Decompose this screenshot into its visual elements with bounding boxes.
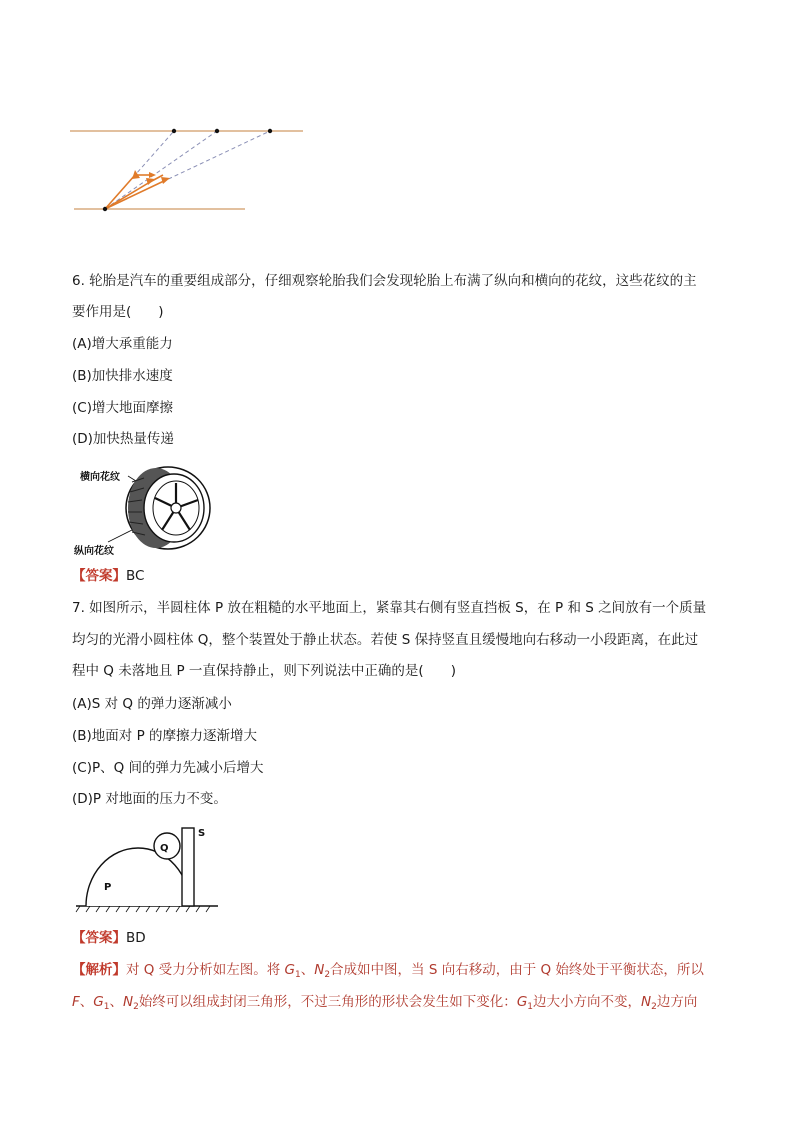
separator: 、 — [109, 994, 123, 1010]
explain-tag: 【解析】 — [72, 962, 126, 978]
answer-tag: 【答案】 — [72, 568, 126, 584]
q7-explain-line2 — [72, 992, 697, 1017]
label-p: P — [104, 882, 112, 893]
vector-diagram — [60, 118, 320, 218]
q7-explain-line1 — [72, 960, 704, 985]
q6-option-c: (C)增大地面摩擦 — [72, 400, 173, 416]
explain-text: 合成如中图，当 S 向右移动，由于 Q 始终处于平衡状态，所以 — [330, 962, 704, 978]
subscript: 1 — [527, 1002, 534, 1012]
separator: 、 — [79, 994, 94, 1010]
q6-option-b: (B)加快排水速度 — [72, 368, 173, 384]
tire-figure — [70, 462, 220, 562]
q7-option-c: (C)P、Q 间的弹力先减小后增大 — [72, 760, 264, 776]
q6-stem-line2: 要作用是( ) — [72, 304, 164, 320]
explain-text: 对 Q 受力分析如左图。将 — [126, 962, 285, 978]
symbol-g: G — [516, 994, 528, 1010]
q7-option-d: (D)P 对地面的压力不变。 — [72, 791, 227, 807]
tire-label-transverse: 横向花纹 — [80, 472, 120, 483]
q7-stem-line2: 均匀的光滑小圆柱体 Q，整个装置处于静止状态。若使 S 保持竖直且缓慢地向右移动一小段距离，在此过 — [72, 632, 699, 648]
explain-text: 始终可以组成封闭三角形，不过三角形的形状会发生如下变化： — [138, 994, 517, 1010]
q6-answer-value: BC — [126, 568, 145, 584]
tire-label-longitudinal: 纵向花纹 — [74, 546, 114, 557]
q7-option-a: (A)S 对 Q 的弹力逐渐减小 — [72, 696, 232, 712]
label-q: Q — [160, 843, 169, 854]
symbol-n: N — [641, 994, 652, 1010]
symbol-f: F — [72, 994, 80, 1010]
q6-option-d: (D)加快热量传递 — [72, 431, 174, 447]
q7-stem-line1: 7. 如图所示，半圆柱体 P 放在粗糙的水平地面上，紧靠其右侧有竖直挡板 S，在 P 和 S 之间放有一个质量 — [72, 600, 707, 616]
separator: 、 — [300, 962, 315, 978]
subscript: 2 — [324, 970, 331, 980]
subscript: 2 — [651, 1002, 657, 1012]
symbol-g: G — [284, 962, 295, 978]
explain-text: 边方向 — [656, 994, 698, 1010]
q7-stem-line3: 程中 Q 未落地且 P 一直保持静止，则下列说法中正确的是( ) — [72, 663, 456, 679]
q7-answer-value: BD — [126, 930, 146, 946]
subscript: 2 — [133, 1002, 139, 1012]
semicylinder-figure — [74, 822, 224, 914]
symbol-n: N — [314, 962, 325, 978]
q6-answer — [72, 566, 144, 586]
q6-option-a: (A)增大承重能力 — [72, 336, 173, 352]
symbol-g: G — [93, 994, 104, 1010]
answer-tag: 【答案】 — [72, 930, 126, 946]
label-s: S — [198, 828, 206, 839]
subscript: 1 — [103, 1002, 110, 1012]
subscript: 1 — [294, 970, 301, 980]
symbol-n: N — [122, 994, 134, 1010]
q6-stem-line1: 6. 轮胎是汽车的重要组成部分，仔细观察轮胎我们会发现轮胎上布满了纵向和横向的花纹，这些花纹的主 — [72, 273, 697, 289]
q7-option-b: (B)地面对 P 的摩擦力逐渐增大 — [72, 728, 258, 744]
q7-answer — [72, 928, 146, 948]
explain-text: 边大小方向不变， — [533, 994, 642, 1010]
